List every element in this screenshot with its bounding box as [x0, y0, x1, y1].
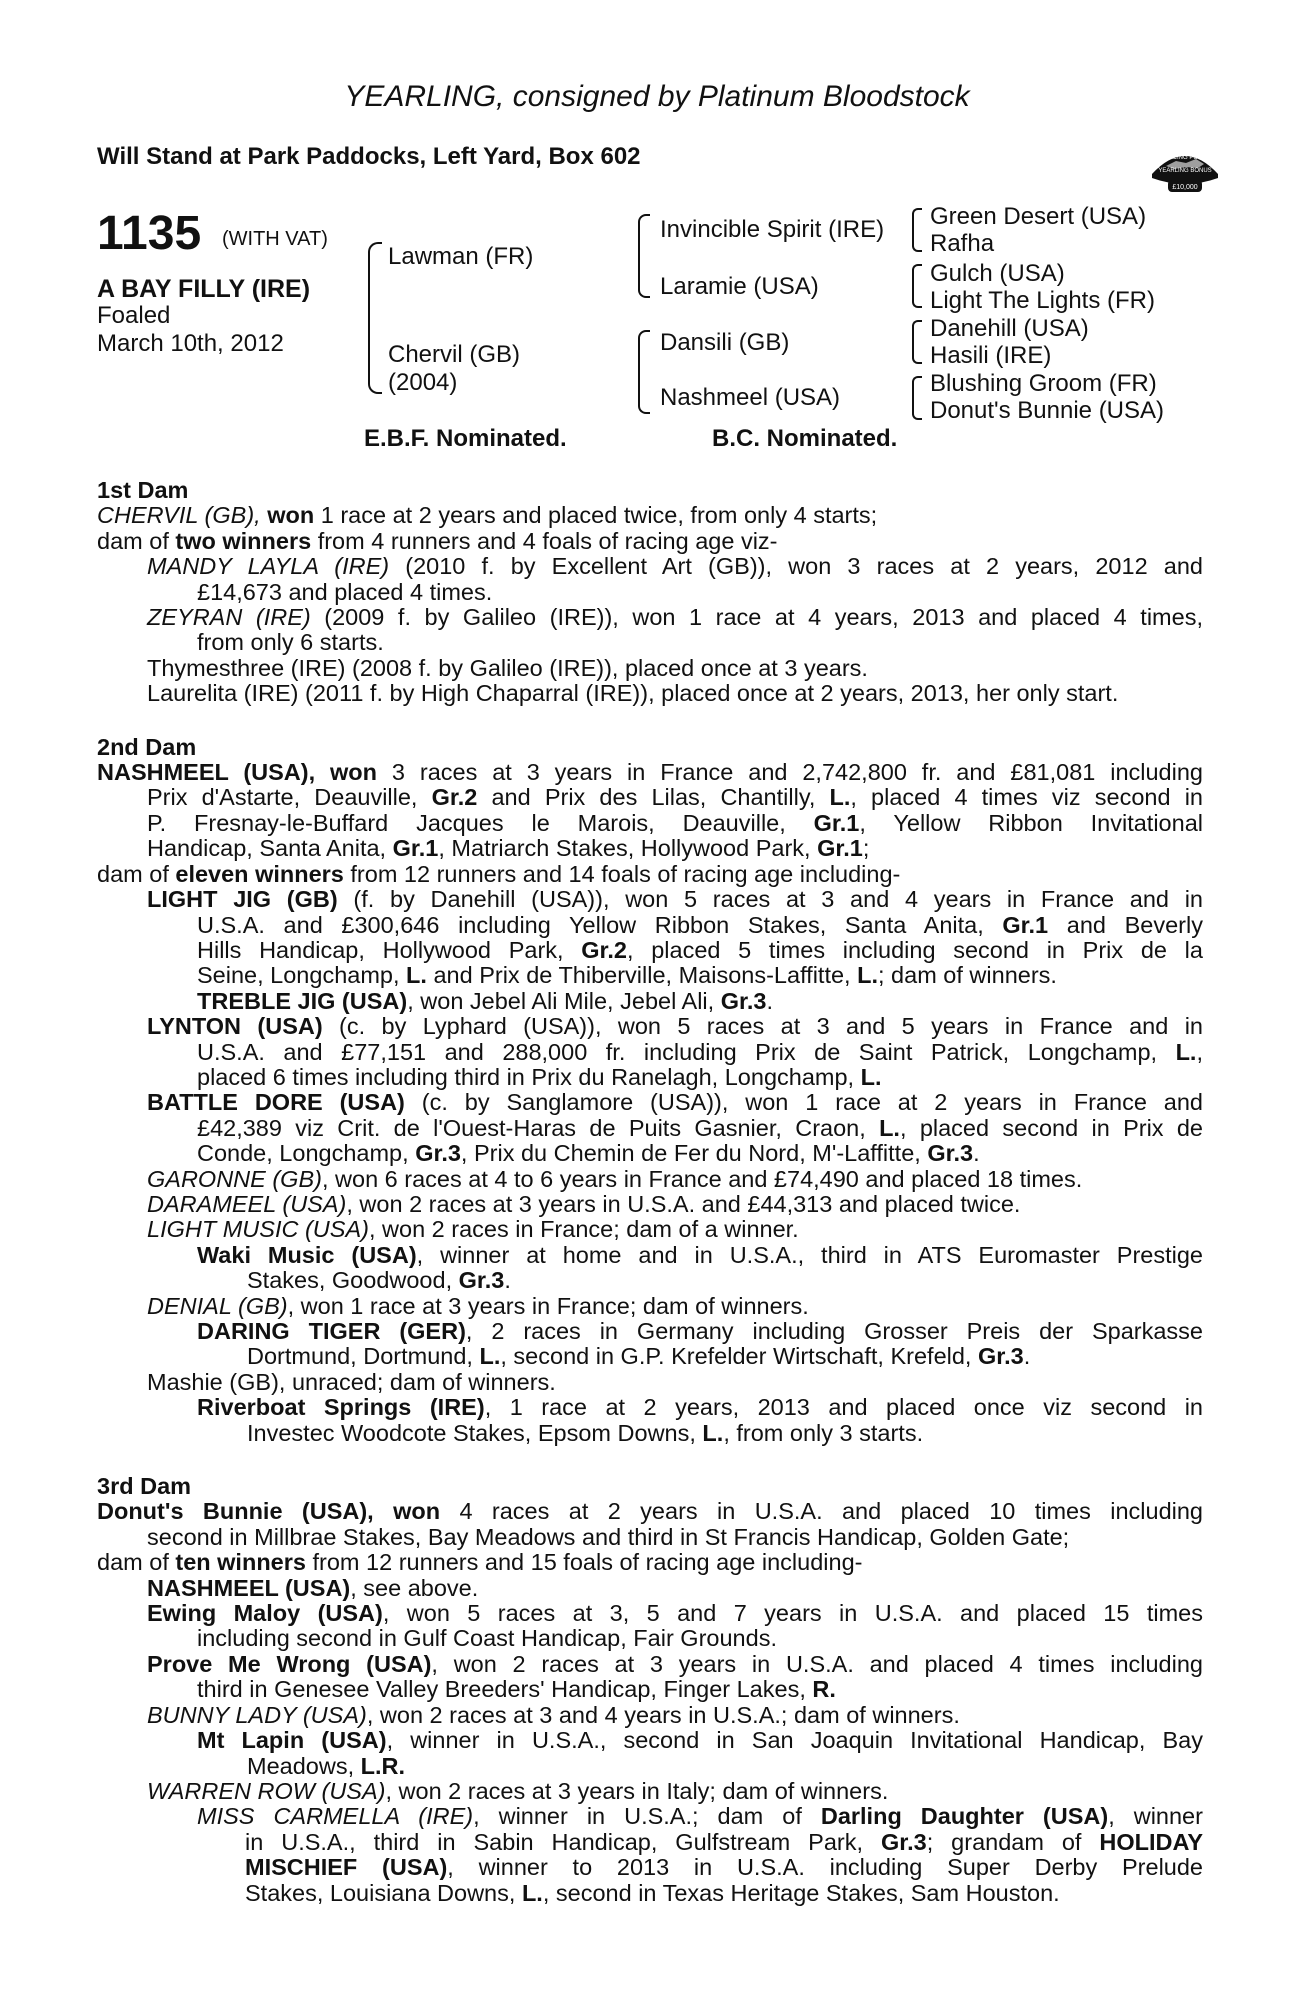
progeny-line: Seine, Longchamp, L. and Prix de Thiberville, Maisons-Laffitte, L.; dam of winners.: [197, 962, 1057, 989]
pedigree-ddd: Donut's Bunnie (USA): [930, 397, 1165, 424]
pedigree-dds: Blushing Groom (FR): [930, 370, 1157, 397]
progeny-line: in U.S.A., third in Sabin Handicap, Gulfstream Park, Gr.3; grandam of HOLIDAY: [245, 1828, 1204, 1855]
second-dam-line: dam of eleven winners from 12 runners and 14 foals of racing age including-: [97, 860, 901, 887]
progeny-line: £42,389 viz Crit. de l'Ouest-Haras de Puits Gasnier, Craon, L., placed second in Prix de: [197, 1114, 1203, 1141]
svg-text:£10,000: £10,000: [1172, 184, 1198, 191]
progeny-line: Stakes, Louisiana Downs, L., second in Texas Heritage Stakes, Sam Houston.: [245, 1879, 1060, 1906]
pedigree-dam: Chervil (GB): [388, 341, 521, 368]
progeny-line: NASHMEEL (USA), see above.: [147, 1574, 479, 1601]
progeny-line: DARING TIGER (GER), 2 races in Germany including Grosser Preis der Sparkasse: [197, 1318, 1203, 1344]
pedigree-brace: [638, 330, 650, 414]
pedigree-dsd: Hasili (IRE): [930, 342, 1052, 369]
progeny-line: TREBLE JIG (USA), won Jebel Ali Mile, Jebel Ali, Gr.3.: [197, 987, 773, 1014]
progeny-line: Conde, Longchamp, Gr.3, Prix du Chemin de Fer du Nord, M'-Laffitte, Gr.3.: [197, 1140, 980, 1167]
pedigree-brace: [912, 376, 922, 420]
progeny-line: including second in Gulf Coast Handicap, Fair Grounds.: [197, 1625, 777, 1652]
second-dam-line: NASHMEEL (USA), won 3 races at 3 years in France and 2,742,800 fr. and £81,081 including: [97, 759, 1203, 786]
first-dam-line: CHERVIL (GB), won 1 race at 2 years and placed twice, from only 4 starts;: [97, 502, 878, 529]
progeny-line: LIGHT JIG (GB) (f. by Danehill (USA)), won 5 races at 3 and 4 years in France and in: [147, 886, 1203, 913]
progeny-line: MANDY LAYLA (IRE) (2010 f. by Excellent Art (GB)), won 3 races at 2 years, 2012 and: [147, 553, 1203, 580]
page-title: YEARLING, consigned by Platinum Bloodstock: [344, 80, 970, 113]
progeny-line: Thymesthree (IRE) (2008 f. by Galileo (IRE)), placed once at 3 years.: [147, 654, 868, 681]
second-dam-heading: 2nd Dam: [97, 733, 197, 760]
progeny-line: BATTLE DORE (USA) (c. by Sanglamore (USA)), won 1 race at 2 years in France and: [147, 1089, 1203, 1116]
progeny-line: DARAMEEL (USA), won 2 races at 3 years in U.S.A. and £44,313 and placed twice.: [147, 1190, 1021, 1217]
progeny-line: DENIAL (GB), won 1 race at 3 years in France; dam of winners.: [147, 1292, 809, 1319]
progeny-line: Meadows, L.R.: [247, 1752, 406, 1779]
foaled-date: March 10th, 2012: [97, 330, 284, 357]
stand-location: Will Stand at Park Paddocks, Left Yard, Box 602: [97, 143, 641, 170]
pedigree-dss: Danehill (USA): [930, 315, 1089, 342]
pedigree-brace: [638, 214, 650, 298]
foaled-label: Foaled: [97, 302, 171, 329]
third-dam-line: Donut's Bunnie (USA), won 4 races at 2 years in U.S.A. and placed 10 times including: [97, 1498, 1203, 1525]
yearling-bonus-badge: [1146, 144, 1224, 202]
progeny-line: £14,673 and placed 4 times.: [197, 578, 493, 605]
pedigree-brace: [368, 242, 382, 394]
pedigree-dam-sire: Dansili (GB): [660, 329, 790, 356]
pedigree-sire-sire: Invincible Spirit (IRE): [660, 216, 885, 243]
progeny-line: GARONNE (GB), won 6 races at 4 to 6 years in France and £74,490 and placed 18 times.: [147, 1165, 1083, 1192]
lot-number: 1135: [97, 207, 202, 260]
progeny-line: Mt Lapin (USA), winner in U.S.A., second in San Joaquin Invitational Handicap, Bay: [197, 1727, 1204, 1754]
progeny-line: LYNTON (USA) (c. by Lyphard (USA)), won 5 races at 3 and 5 years in France and in: [147, 1013, 1203, 1040]
progeny-line: Mashie (GB), unraced; dam of winners.: [147, 1368, 556, 1395]
progeny-line: Laurelita (IRE) (2011 f. by High Chaparral (IRE)), placed once at 2 years, 2013, her only start.: [147, 680, 1119, 707]
progeny-line: Riverboat Springs (IRE), 1 race at 2 years, 2013 and placed once viz second in: [197, 1394, 1204, 1421]
second-dam-line: Handicap, Santa Anita, Gr.1, Matriarch Stakes, Hollywood Park, Gr.1;: [147, 835, 870, 862]
progeny-line: Investec Woodcote Stakes, Epsom Downs, L., from only 3 starts.: [247, 1419, 924, 1446]
pedigree-sire: Lawman (FR): [388, 243, 534, 270]
progeny-line: Hills Handicap, Hollywood Park, Gr.2, placed 5 times including second in Prix de la: [197, 936, 1203, 963]
second-dam-line: Prix d'Astarte, Deauville, Gr.2 and Prix des Lilas, Chantilly, L., placed 4 times viz second in: [147, 784, 1203, 811]
progeny-line: U.S.A. and £77,151 and 288,000 fr. including Prix de Saint Patrick, Longchamp, L.,: [197, 1038, 1203, 1065]
ebf-nominated: E.B.F. Nominated.: [364, 425, 567, 452]
progeny-line: MISS CARMELLA (IRE), winner in U.S.A.; dam of Darling Daughter (USA), winner: [197, 1803, 1203, 1830]
progeny-line: Prove Me Wrong (USA), won 2 races at 3 years in U.S.A. and placed 4 times including: [147, 1650, 1203, 1677]
progeny-line: MISCHIEF (USA), winner to 2013 in U.S.A. including Super Derby Prelude: [245, 1854, 1203, 1881]
vat-label: (WITH VAT): [222, 228, 328, 250]
progeny-line: Waki Music (USA), winner at home and in U.S.A., third in ATS Euromaster Prestige: [197, 1241, 1203, 1268]
first-dam-line: dam of two winners from 4 runners and 4 foals of racing age viz-: [97, 527, 778, 554]
progeny-line: U.S.A. and £300,646 including Yellow Ribbon Stakes, Santa Anita, Gr.1 and Beverly: [197, 911, 1203, 938]
pedigree-dam-year: (2004): [388, 369, 458, 396]
third-dam-line: dam of ten winners from 12 runners and 15 foals of racing age including-: [97, 1549, 863, 1576]
svg-text:RACING POST: RACING POST: [1164, 155, 1206, 161]
pedigree-sss: Green Desert (USA): [930, 203, 1147, 230]
pedigree-sds: Gulch (USA): [930, 260, 1065, 287]
third-dam-heading: 3rd Dam: [97, 1473, 192, 1500]
pedigree-dam-dam: Nashmeel (USA): [660, 384, 841, 411]
third-dam-line: second in Millbrae Stakes, Bay Meadows and third in St Francis Handicap, Golden Gate;: [147, 1523, 1070, 1550]
svg-text:YEARLING BONUS: YEARLING BONUS: [1158, 168, 1212, 174]
second-dam-line: P. Fresnay-le-Buffard Jacques le Marois, Deauville, Gr.1, Yellow Ribbon Invitational: [147, 809, 1203, 836]
pedigree-brace: [912, 208, 922, 252]
bc-nominated: B.C. Nominated.: [712, 425, 898, 452]
progeny-line: Dortmund, Dortmund, L., second in G.P. Krefelder Wirtschaft, Krefeld, Gr.3.: [247, 1343, 1031, 1370]
pedigree-sdd: Light The Lights (FR): [930, 287, 1155, 314]
first-dam-heading: 1st Dam: [97, 477, 189, 503]
horse-name: A BAY FILLY (IRE): [97, 275, 311, 303]
progeny-line: from only 6 starts.: [197, 629, 384, 656]
pedigree-sire-dam: Laramie (USA): [660, 273, 819, 300]
pedigree-brace: [912, 264, 922, 308]
pedigree-ssd: Rafha: [930, 230, 995, 257]
catalogue-body: [97, 478, 1203, 1906]
progeny-line: Stakes, Goodwood, Gr.3.: [247, 1267, 511, 1294]
progeny-line: placed 6 times including third in Prix du Ranelagh, Longchamp, L.: [197, 1063, 882, 1090]
progeny-line: WARREN ROW (USA), won 2 races at 3 years in Italy; dam of winners.: [147, 1777, 889, 1804]
progeny-line: ZEYRAN (IRE) (2009 f. by Galileo (IRE)), won 1 race at 4 years, 2013 and placed 4 times,: [147, 604, 1203, 631]
progeny-line: Ewing Maloy (USA), won 5 races at 3, 5 and 7 years in U.S.A. and placed 15 times: [147, 1600, 1203, 1627]
progeny-line: LIGHT MUSIC (USA), won 2 races in France; dam of a winner.: [147, 1216, 799, 1243]
progeny-line: third in Genesee Valley Breeders' Handicap, Finger Lakes, R.: [197, 1676, 836, 1703]
pedigree-brace: [912, 320, 922, 364]
progeny-line: BUNNY LADY (USA), won 2 races at 3 and 4 years in U.S.A.; dam of winners.: [147, 1701, 960, 1728]
